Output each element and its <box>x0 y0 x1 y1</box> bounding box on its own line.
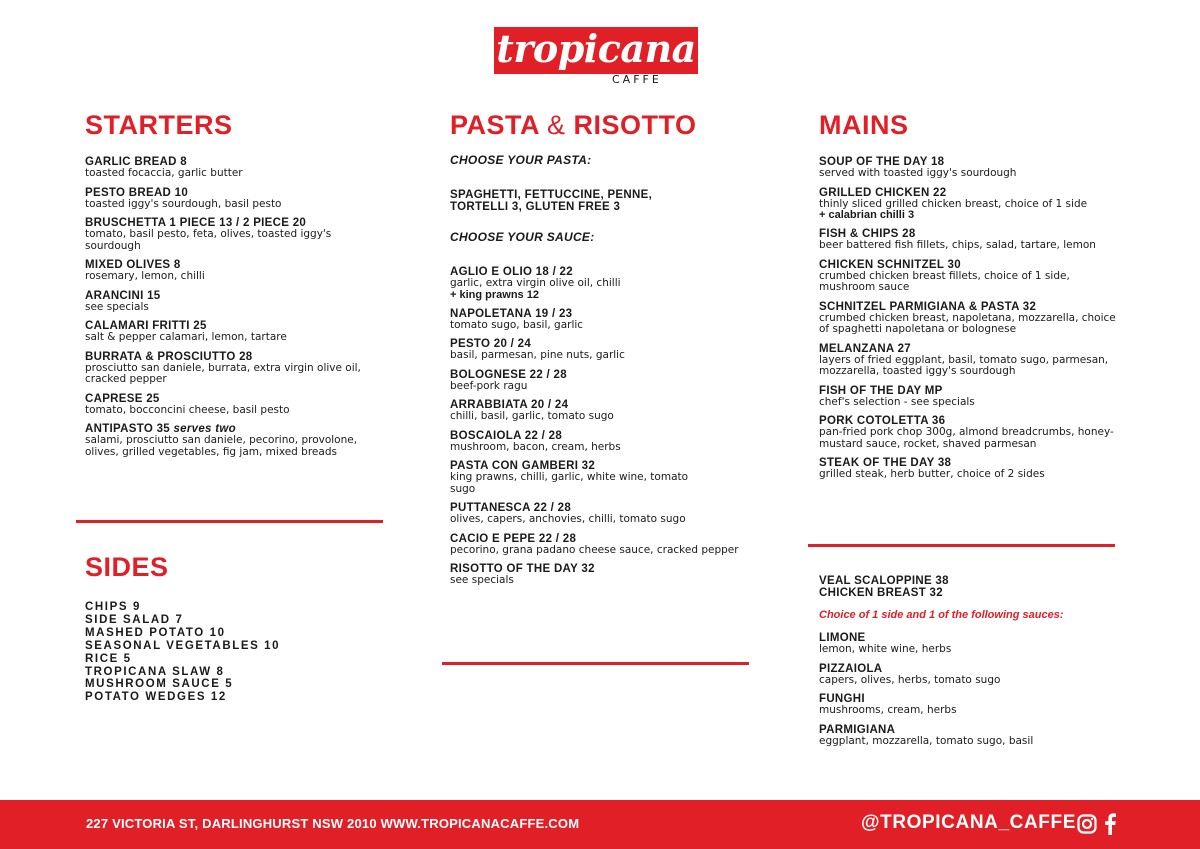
menu-item <box>450 460 750 495</box>
menu-item <box>819 415 1129 450</box>
sides-heading: SIDES <box>85 552 169 582</box>
item-name: PESTO BREAD 10 <box>85 186 189 199</box>
menu-item <box>450 563 750 587</box>
logo-brand: tropicana <box>496 26 696 71</box>
item-desc: rosemary, lemon, chilli <box>85 270 205 282</box>
menu-item <box>85 393 385 417</box>
divider <box>808 544 1115 547</box>
item-desc: chilli, basil, garlic, tomato sugo <box>450 410 614 422</box>
menu-item <box>819 187 1129 222</box>
item-desc: salt & pepper calamari, lemon, tartare <box>85 331 287 343</box>
item-name: PUTTANESCA 22 / 28 <box>450 502 572 514</box>
item-desc: tomato sugo, basil, garlic <box>450 318 584 331</box>
sauce-item <box>819 724 1129 748</box>
veal-section <box>819 575 1129 754</box>
item-desc: toasted focaccia, garlic butter <box>85 167 243 179</box>
side-item: CHIPS 9 <box>85 601 141 613</box>
item-name: BOSCAIOLA 22 / 28 <box>450 429 563 442</box>
starters-heading: STARTERS <box>85 110 233 140</box>
item-name: PORK COTOLETTA 36 <box>819 415 946 427</box>
item-name: CACIO E PEPE 22 / 28 <box>450 532 577 545</box>
item-desc: crumbed chicken breast fillets, choice of 1 side, mushroom sauce <box>819 269 1070 293</box>
item-desc: see specials <box>85 300 149 313</box>
side-item: RICE 5 <box>85 652 132 665</box>
item-name: CAPRESE 25 <box>85 392 160 405</box>
item-desc: see specials <box>450 574 514 586</box>
menu-item <box>85 290 385 314</box>
menu-item <box>85 320 385 344</box>
item-desc: beer battered fish fillets, chips, salad, tartare, lemon <box>819 239 1096 251</box>
item-desc: toasted iggy's sourdough, basil pesto <box>85 197 282 210</box>
menu-item <box>85 156 385 180</box>
side-item: POTATO WEDGES 12 <box>85 691 227 704</box>
facebook-icon[interactable] <box>1103 813 1117 835</box>
menu-item-antipasto <box>85 423 385 458</box>
item-name: LIMONE <box>819 632 866 644</box>
item-name: GARLIC BREAD 8 <box>85 156 187 168</box>
menu-item <box>819 457 1129 481</box>
item-desc: crumbed chicken breast, napoletana, mozzarella, choice of spaghetti napoletana or bolognese <box>819 311 1116 335</box>
side-item: TROPICANA SLAW 8 <box>85 665 225 678</box>
item-desc: garlic, extra virgin olive oil, chilli <box>450 277 621 289</box>
chicken-breast-line: CHICKEN BREAST 32 <box>819 587 943 599</box>
pasta-heading <box>450 110 750 140</box>
item-desc: king prawns, chilli, garlic, white wine, tomato sugo <box>450 471 689 495</box>
item-name-text: ANTIPASTO 35 <box>85 423 170 435</box>
menu-item <box>819 385 1129 409</box>
pasta-heading-a: PASTA <box>450 110 539 140</box>
item-desc: basil, parmesan, pine nuts, garlic <box>450 349 625 361</box>
item-name: SOUP OF THE DAY 18 <box>819 156 945 168</box>
item-desc: chef's selection - see specials <box>819 395 975 408</box>
menu-item <box>450 308 750 332</box>
side-item: SEASONAL VEGETABLES 10 <box>85 639 281 652</box>
choose-sauce-label: CHOOSE YOUR SAUCE: <box>450 230 595 244</box>
pasta-section <box>450 110 750 594</box>
side-item: MUSHROOM SAUCE 5 <box>85 678 234 691</box>
pasta-heading-b: RISOTTO <box>573 110 697 140</box>
item-name: SCHNITZEL PARMIGIANA & PASTA 32 <box>819 300 1037 313</box>
pasta-types: SPAGHETTI, FETTUCCINE, PENNE, TORTELLI 3, GLUTEN FREE 3 <box>450 189 653 213</box>
menu-item <box>819 301 1129 336</box>
item-name: MELANZANA 27 <box>819 342 911 355</box>
menu-item <box>819 156 1129 180</box>
item-desc: mushrooms, cream, herbs <box>819 704 957 716</box>
item-desc: eggplant, mozzarella, tomato sugo, basil <box>819 734 1034 747</box>
item-desc: lemon, white wine, herbs <box>819 643 952 655</box>
menu-item <box>85 187 385 211</box>
item-desc: olives, capers, anchovies, chilli, tomato sugo <box>450 513 686 525</box>
item-desc: capers, olives, herbs, tomato sugo <box>819 673 1001 686</box>
menu-item <box>450 369 750 393</box>
item-extra: + king prawns 12 <box>450 288 539 301</box>
menu-item <box>85 259 385 283</box>
pasta-heading-amp: & <box>547 110 566 140</box>
item-name: ARANCINI 15 <box>85 289 161 302</box>
item-name: FISH OF THE DAY MP <box>819 384 943 397</box>
menu-item <box>450 502 750 526</box>
item-name: PARMIGIANA <box>819 723 896 736</box>
menu-item <box>819 259 1129 294</box>
instagram-icon[interactable] <box>1077 814 1097 834</box>
starters-section <box>85 110 385 465</box>
item-name: STEAK OF THE DAY 38 <box>819 457 952 469</box>
footer-address: 227 VICTORIA ST, DARLINGHURST NSW 2010 WWW.TROPICANACAFFE.COM <box>86 816 580 831</box>
item-name: PESTO 20 / 24 <box>450 338 532 350</box>
item-desc: pecorino, grana padano cheese sauce, cracked pepper <box>450 543 739 556</box>
item-desc: layers of fried eggplant, basil, tomato sugo, parmesan, mozzarella, toasted iggy's sourdough <box>819 353 1109 377</box>
veal-line: VEAL SCALOPPINE 38 <box>819 575 949 587</box>
sauce-item <box>819 663 1129 687</box>
divider <box>442 662 749 665</box>
item-desc: grilled steak, herb butter, choice of 2 sides <box>819 468 1045 480</box>
menu-item <box>450 399 750 423</box>
menu-item <box>819 343 1129 378</box>
item-name: CHICKEN SCHNITZEL 30 <box>819 258 961 271</box>
item-desc: salami, prosciutto san daniele, pecorino, provolone, olives, grilled vegetables, fig jam, mixed breads <box>85 434 358 458</box>
item-desc: tomato, bocconcini cheese, basil pesto <box>85 403 290 416</box>
sauce-item <box>819 693 1129 717</box>
menu-item <box>85 217 385 252</box>
item-name: ARRABBIATA 20 / 24 <box>450 399 569 411</box>
item-name: NAPOLETANA 19 / 23 <box>450 307 573 320</box>
social-handle[interactable]: @TROPICANA_CAFFE <box>861 812 1076 833</box>
footer-bar <box>0 800 1200 849</box>
mains-heading: MAINS <box>819 110 909 140</box>
item-name: RISOTTO OF THE DAY 32 <box>450 563 595 575</box>
item-name: FUNGHI <box>819 693 865 705</box>
menu-item <box>450 266 750 301</box>
menu-item <box>450 338 750 362</box>
mains-section <box>819 110 1129 488</box>
serves-note: serves two <box>173 423 236 435</box>
logo <box>494 27 698 74</box>
item-desc: pan-fried pork chop 300g, almond breadcrumbs, honey-mustard sauce, rocket, shaved parmesan <box>819 426 1114 450</box>
item-name: AGLIO E OLIO 18 / 22 <box>450 266 573 278</box>
side-item: MASHED POTATO 10 <box>85 626 226 639</box>
sides-section <box>85 552 385 704</box>
side-item: SIDE SALAD 7 <box>85 613 184 626</box>
item-name: PASTA CON GAMBERI 32 <box>450 460 596 472</box>
item-name: CALAMARI FRITTI 25 <box>85 320 207 332</box>
item-name: BRUSCHETTA 1 PIECE 13 / 2 PIECE 20 <box>85 217 307 229</box>
item-extra: + calabrian chilli 3 <box>819 209 915 221</box>
item-name: PIZZAIOLA <box>819 662 883 675</box>
item-desc: served with toasted iggy's sourdough <box>819 167 1017 179</box>
item-desc: prosciutto san daniele, burrata, extra virgin olive oil, cracked pepper <box>85 361 361 385</box>
choose-pasta-label: CHOOSE YOUR PASTA: <box>450 153 592 167</box>
item-name: FISH & CHIPS 28 <box>819 228 916 240</box>
item-name: MIXED OLIVES 8 <box>85 259 181 271</box>
item-name: BOLOGNESE 22 / 28 <box>450 368 567 381</box>
menu-item <box>819 228 1129 252</box>
item-name: BURRATA & PROSCIUTTO 28 <box>85 350 253 363</box>
item-desc: mushroom, bacon, cream, herbs <box>450 440 621 453</box>
item-desc: thinly sliced grilled chicken breast, choice of 1 side <box>819 197 1088 210</box>
logo-sub: CAFFE <box>612 73 662 86</box>
menu-item <box>450 533 750 557</box>
item-desc: beef-pork ragu <box>450 379 528 392</box>
item-desc: tomato, basil pesto, feta, olives, toasted iggy's sourdough <box>85 228 332 252</box>
menu-item <box>450 430 750 454</box>
divider <box>76 520 383 523</box>
sides-list <box>85 601 385 704</box>
menu-item <box>85 351 385 386</box>
sauce-item <box>819 632 1129 656</box>
sauce-note: Choice of 1 side and 1 of the following sauces: <box>819 609 1064 621</box>
item-name: GRILLED CHICKEN 22 <box>819 186 947 199</box>
